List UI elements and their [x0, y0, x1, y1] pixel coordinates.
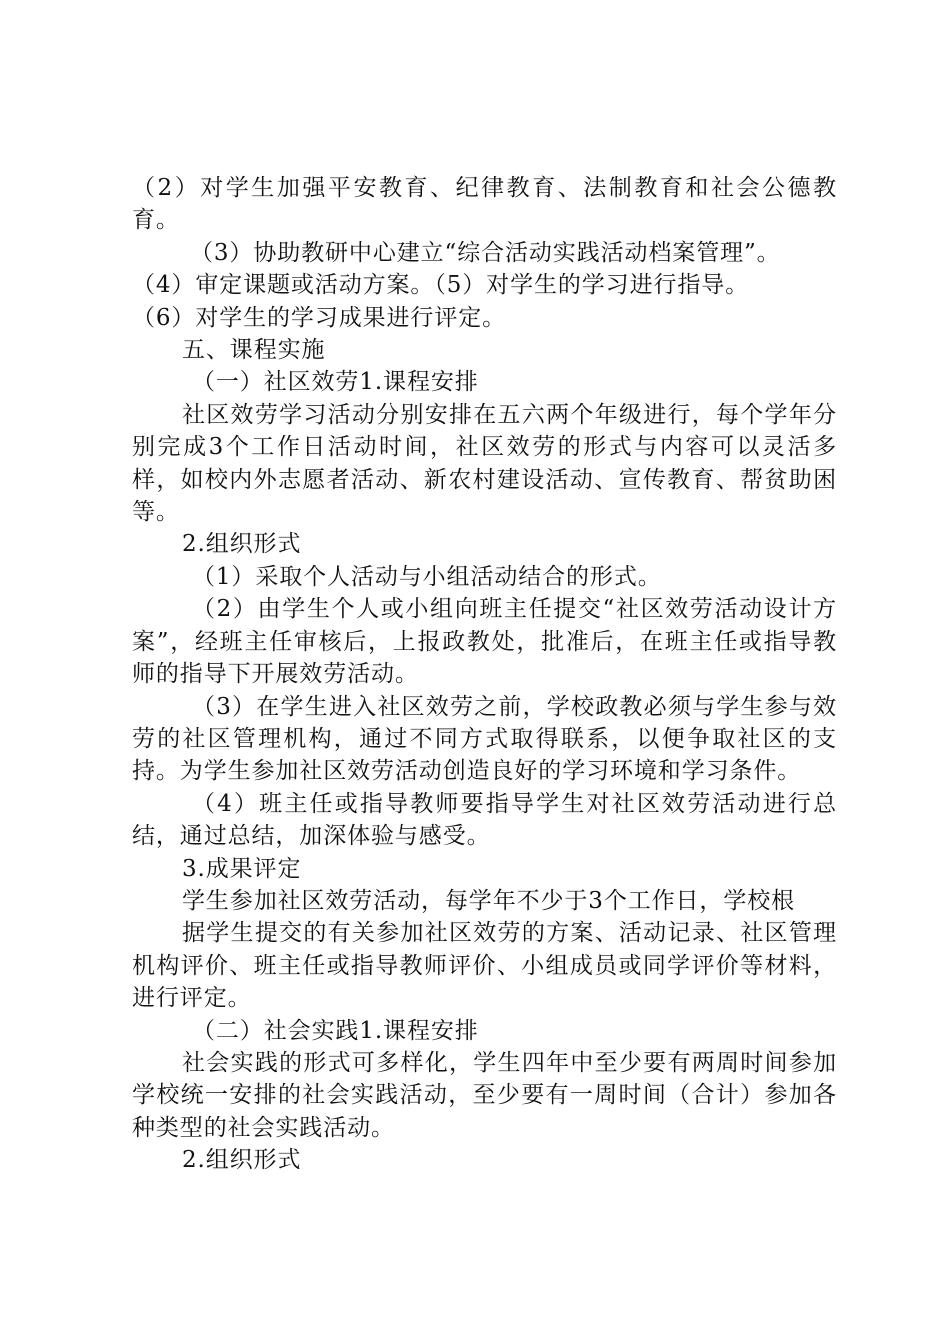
heading-result-evaluation: 3.成果评定: [182, 855, 302, 882]
paragraph-duty-4-5: （4）审定课题或活动方案。（5）对学生的学习进行指导。: [132, 272, 750, 299]
paragraph-social-practice-schedule: 社会实践的形式可多样化，学生四年中至少要有两周时间参加学校统一安排的社会实践活动，至少要有一周时间（合计）参加各种类型的社会实践活动。: [132, 1049, 837, 1141]
paragraph-org-3: （3）在学生进入社区效劳之前，学校政教必须与学生参与效劳的社区管理机构，通过不同方式取得联系，以便争取社区的支持。为学生参加社区效劳活动创造良好的学习环境和学习条件。: [132, 693, 837, 785]
paragraph-duty-3: （3）协助教研中心建立“综合活动实践活动档案管理”。: [190, 239, 781, 266]
heading-organization-form-2: 2.组织形式: [182, 1147, 302, 1174]
paragraph-org-2: （2）由学生个人或小组向班主任提交“社区效劳活动设计方案”，经班主任审核后，上报政教处，批准后，在班主任或指导教师的指导下开展效劳活动。: [132, 596, 837, 688]
paragraph-duty-6: （6）对学生的学习成果进行评定。: [132, 304, 507, 331]
paragraph-duty-2: （2）对学生加强平安教育、纪律教育、法制教育和社会公德教育。: [132, 175, 837, 234]
document-body: [132, 172, 837, 1177]
paragraph-evaluation-a: 学生参加社区效劳活动，每学年不少于3个工作日，学校根: [182, 887, 796, 914]
paragraph-org-4: （4）班主任或指导教师要指导学生对社区效劳活动进行总结，通过总结，加深体验与感受。: [132, 790, 837, 850]
paragraph-evaluation-b: 据学生提交的有关参加社区效劳的方案、活动记录、社区管理机构评价、班主任或指导教师评价、小组成员或同学评价等材料，进行评定。: [132, 920, 837, 1012]
subsection-heading-community-service: （一）社区效劳1.课程安排: [192, 369, 479, 396]
subsection-heading-social-practice: （二）社会实践1.课程安排: [192, 1017, 479, 1044]
section-heading-five: 五、课程实施: [182, 337, 326, 364]
heading-organization-form: 2.组织形式: [182, 531, 302, 558]
paragraph-community-schedule: 社区效劳学习活动分别安排在五六两个年级进行，每个学年分别完成3个工作日活动时间，社区效劳的形式与内容可以灵活多样，如校内外志愿者活动、新农村建设活动、宣传教育、帮贫助困等。: [132, 401, 837, 526]
paragraph-org-1: （1）采取个人活动与小组活动结合的形式。: [192, 563, 662, 590]
